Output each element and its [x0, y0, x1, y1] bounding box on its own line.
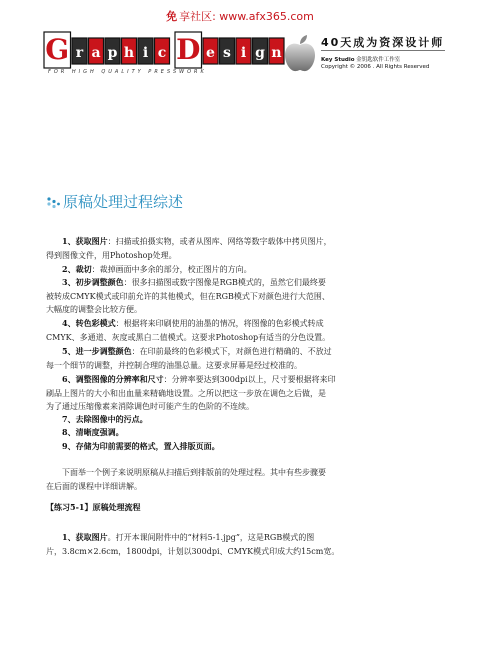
- studio-line: Key Studio 金钥匙软件工作室: [321, 57, 401, 63]
- step-6: 6、调整图像的分辨率和尺寸：分辨率要达到300dpi以上，尺寸要根据将来印 刷品上图片的大小和出血量来精确地设置。之所以把这一步放在调色之后做，是 为了通过压缩像素来消除调色时可能产生的色阶的不连续。: [46, 374, 336, 411]
- logo-letter: i: [240, 45, 247, 61]
- exercise-title: 【练习5-1】原稿处理流程: [46, 502, 141, 512]
- apple-logo-icon: [282, 33, 318, 73]
- logo-letter: c: [157, 45, 167, 61]
- banner-url[interactable]: 享社区: www.afx365.com: [179, 10, 314, 23]
- logo-letter: i: [142, 45, 149, 61]
- header-divider: [321, 50, 445, 51]
- step-7: 7、去除图像中的污点。: [62, 414, 148, 424]
- logo-letter: D: [176, 33, 201, 66]
- header-title: 40天成为资深设计师: [321, 36, 445, 49]
- logo-letter: p: [107, 45, 118, 61]
- graphic-design-logo: [44, 32, 280, 68]
- step-3: 3、初步调整颜色：很多扫描图或数字图像是RGB模式的，虽然它们最终要 被转成CMYK模式或印前允许的其他模式，但在RGB模式下对颜色进行大范围、 大幅度的调整会比较方便。: [46, 277, 330, 314]
- copyright: Copyright © 2006 . All Rights Reserved: [321, 64, 430, 70]
- section-title: 原稿处理过程综述: [63, 193, 184, 211]
- logo-letter: h: [123, 45, 135, 61]
- step-2: 2、裁切：裁掉画面中多余的部分，校正图片的方向。: [62, 264, 252, 274]
- intro-paragraph: 下面举一个例子来说明原稿从扫描后到排版前的处理过程。其中有些步骤要 在后面的课程中详细讲解。: [46, 468, 326, 491]
- section-bullet-icon: [46, 196, 60, 210]
- top-banner: [0, 8, 480, 24]
- step-1: 1、获取图片：扫描或拍摄实物，或者从图库、网络等数字载体中拷贝图片， 得到图像文件，用Photoshop处理。: [46, 236, 332, 260]
- logo-tagline: FOR HIGH QUALITY PRESSWORK: [48, 69, 207, 75]
- logo-letter: e: [206, 45, 215, 61]
- logo-letter: g: [255, 45, 265, 61]
- final-paragraph: 1、获取图片。打开本课间附件中的“材料5-1.jpg”，这是RGB模式的图 片，3.8cm×2.6cm，1800dpi，计划以300dpi、CMYK模式印成大约15cm宽。: [46, 532, 340, 556]
- logo-letter: a: [91, 45, 101, 61]
- banner-mark: 免: [166, 10, 178, 23]
- logo-letter: n: [271, 45, 282, 61]
- logo-letter: s: [223, 45, 231, 61]
- step-4: 4、转色彩模式：根据将来印刷使用的油墨的情况，将图像的色彩模式转成 CMYK、多通道、灰度或黑白二值模式。这要求Photoshop有适当的分色设置。: [46, 318, 331, 342]
- step-8: 8、清晰度强调。: [62, 427, 124, 437]
- logo-letter: G: [45, 33, 70, 66]
- step-9: 9、存储为印前需要的格式，置入排版页面。: [62, 441, 220, 451]
- logo-letter: r: [75, 45, 84, 61]
- step-5: 5、进一步调整颜色：在印前最终的色彩模式下，对颜色进行精确的、不放过 每一个细节的调整，并控制合理的油墨总量。这要求屏幕是经过校准的。: [46, 346, 332, 370]
